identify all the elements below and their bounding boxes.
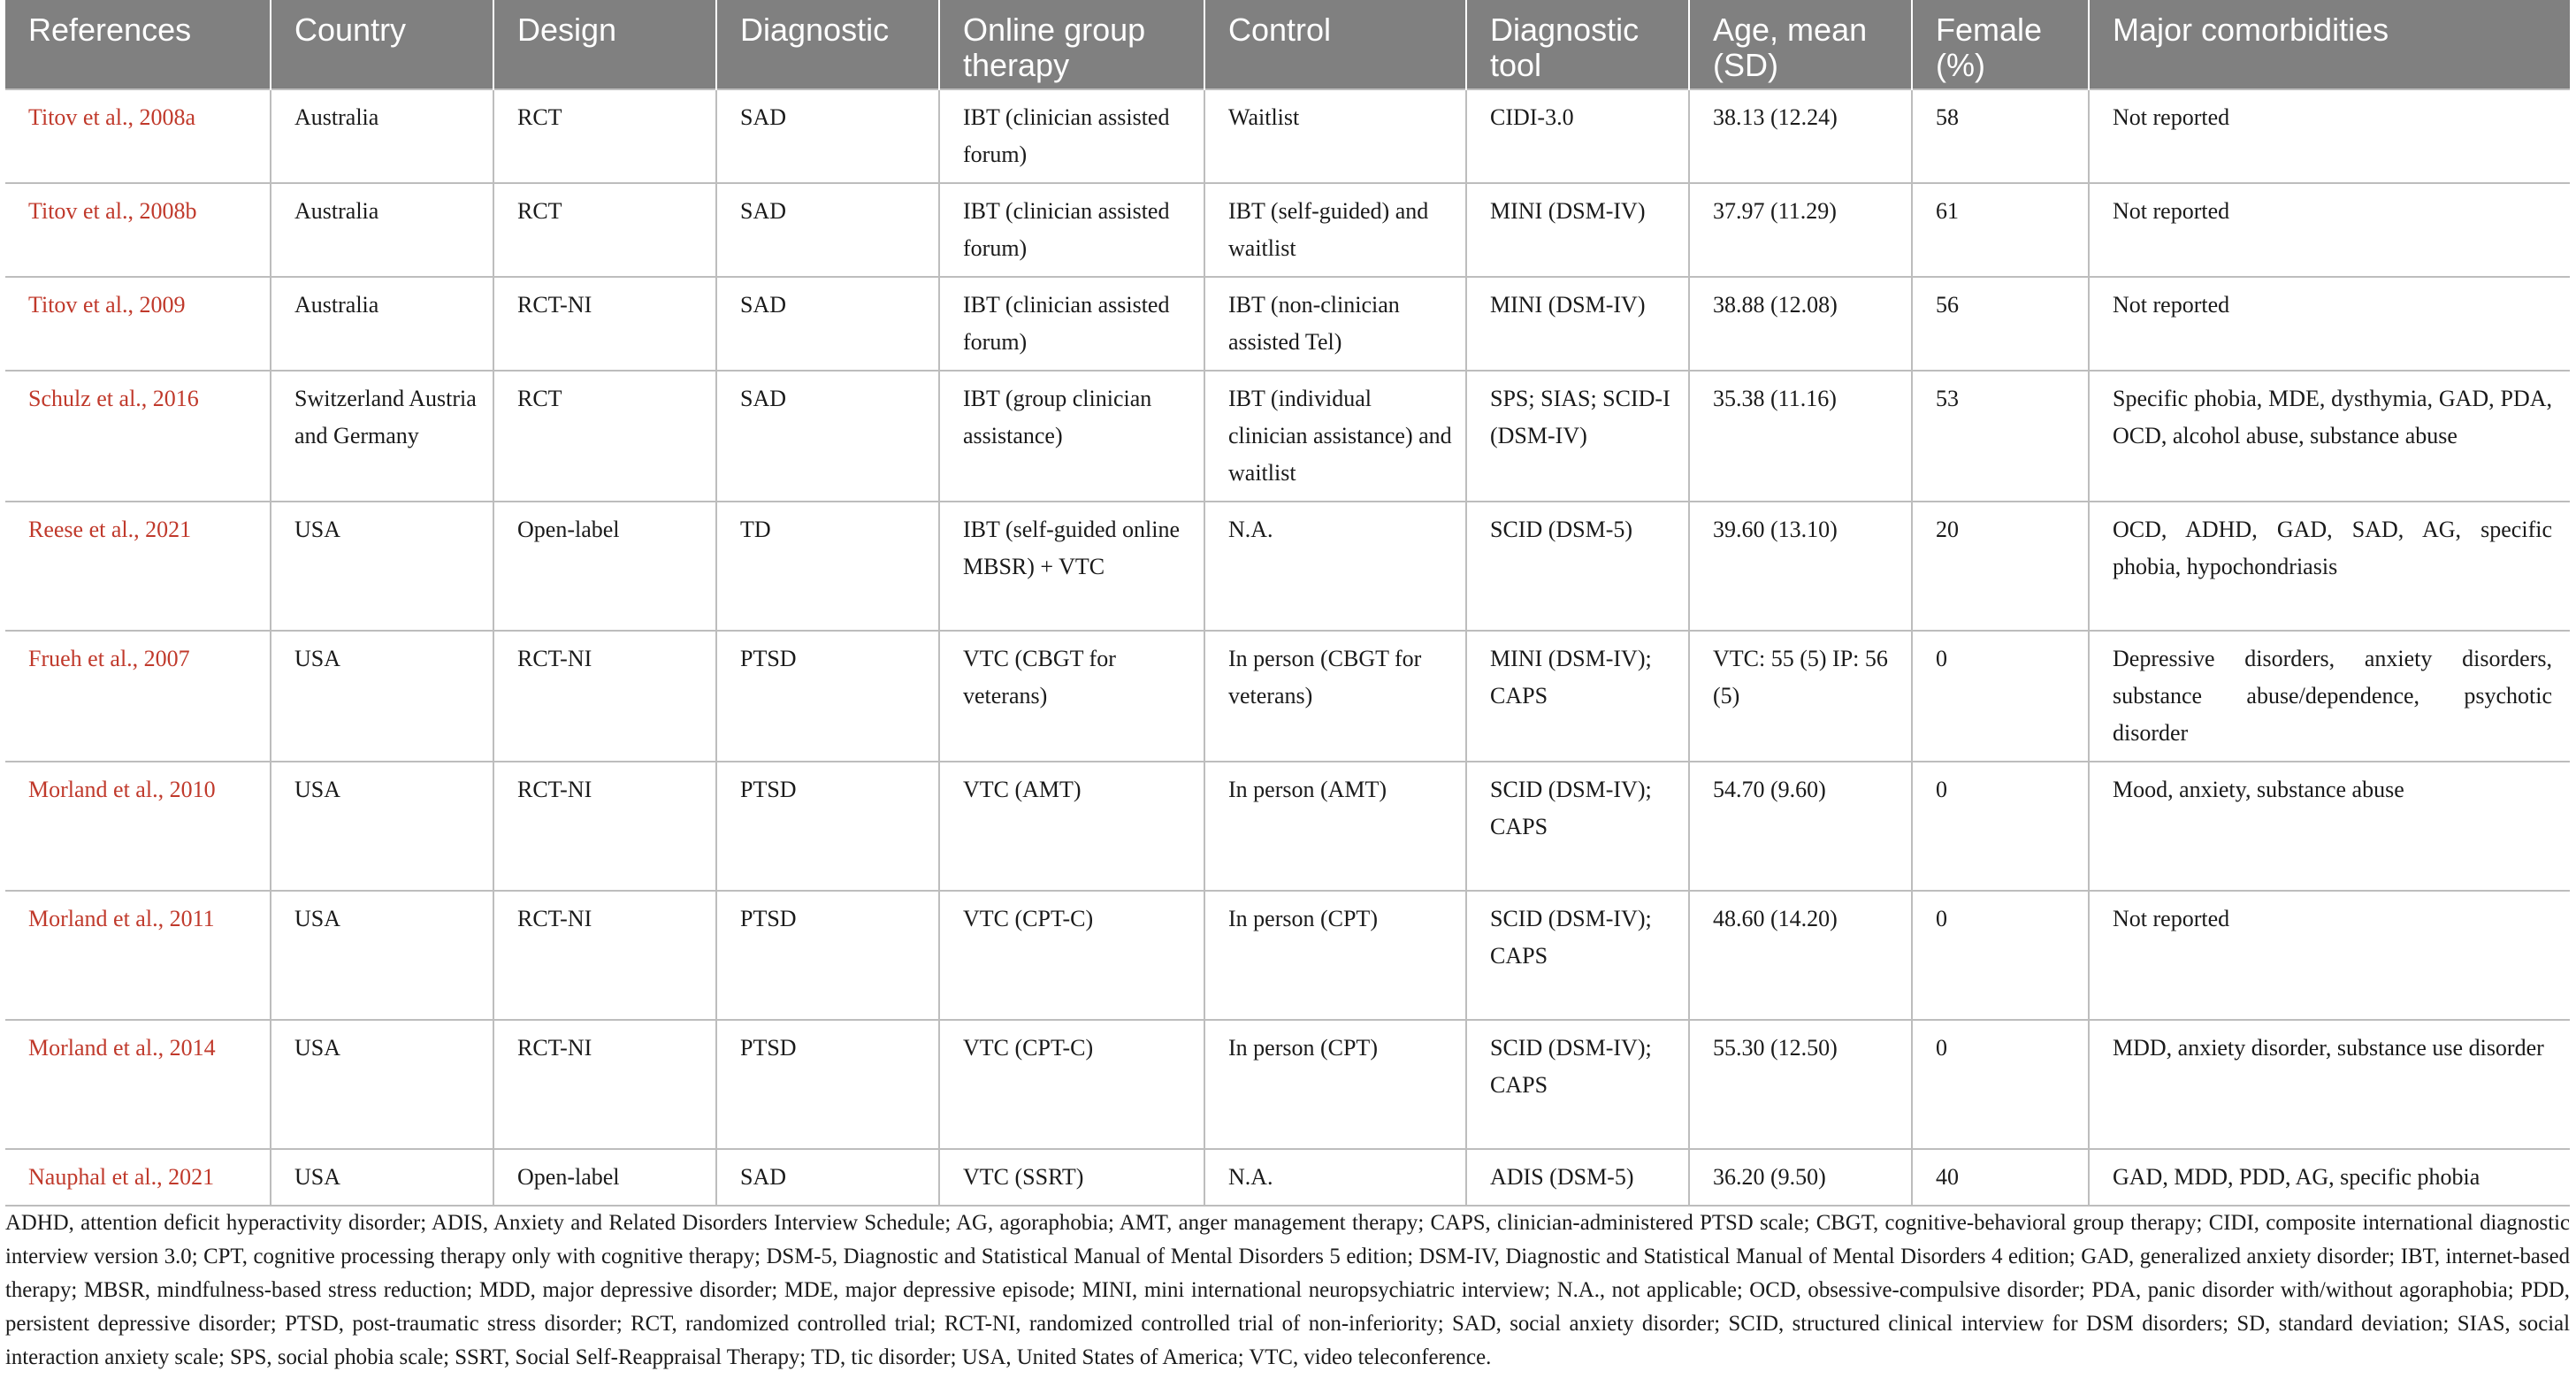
female-cell: 20 xyxy=(1912,502,2089,631)
female-cell: 40 xyxy=(1912,1149,2089,1206)
age-cell: VTC: 55 (5) IP: 56 (5) xyxy=(1689,631,1912,762)
studies-table xyxy=(5,0,2570,1207)
diagnostic-tool-cell: SPS; SIAS; SCID-I (DSM-IV) xyxy=(1466,371,1689,502)
diagnostic-tool-cell: ADIS (DSM-5) xyxy=(1466,1149,1689,1206)
table-row xyxy=(5,1149,2570,1206)
country-cell: Australia xyxy=(271,183,493,277)
age-cell: 55.30 (12.50) xyxy=(1689,1020,1912,1149)
diagnostic-cell: TD xyxy=(716,502,939,631)
therapy-cell: VTC (CPT-C) xyxy=(939,891,1204,1020)
header-female-percent: Female (%) xyxy=(1912,0,2089,89)
control-cell: In person (AMT) xyxy=(1204,762,1466,891)
design-cell: RCT xyxy=(493,371,716,502)
control-cell: IBT (individual clinician assistance) and waitlist xyxy=(1204,371,1466,502)
age-cell: 36.20 (9.50) xyxy=(1689,1149,1912,1206)
design-cell: RCT-NI xyxy=(493,762,716,891)
age-cell: 48.60 (14.20) xyxy=(1689,891,1912,1020)
reference-link[interactable]: Morland et al., 2011 xyxy=(5,891,271,1020)
diagnostic-cell: PTSD xyxy=(716,762,939,891)
header-diagnostic: Diagnostic xyxy=(716,0,939,89)
header-control: Control xyxy=(1204,0,1466,89)
therapy-cell: IBT (clinician assisted forum) xyxy=(939,183,1204,277)
diagnostic-cell: SAD xyxy=(716,371,939,502)
country-cell: Australia xyxy=(271,89,493,183)
female-cell: 56 xyxy=(1912,277,2089,371)
control-cell: IBT (non-clinician assisted Tel) xyxy=(1204,277,1466,371)
reference-link[interactable]: Nauphal et al., 2021 xyxy=(5,1149,271,1206)
age-cell: 38.13 (12.24) xyxy=(1689,89,1912,183)
diagnostic-tool-cell: MINI (DSM-IV) xyxy=(1466,277,1689,371)
reference-link[interactable]: Frueh et al., 2007 xyxy=(5,631,271,762)
country-cell: Australia xyxy=(271,277,493,371)
control-cell: N.A. xyxy=(1204,502,1466,631)
comorbidities-cell: Specific phobia, MDE, dysthymia, GAD, PDA, OCD, alcohol abuse, substance abuse xyxy=(2089,371,2570,502)
reference-link[interactable]: Reese et al., 2021 xyxy=(5,502,271,631)
age-cell: 54.70 (9.60) xyxy=(1689,762,1912,891)
therapy-cell: VTC (SSRT) xyxy=(939,1149,1204,1206)
diagnostic-tool-cell: MINI (DSM-IV); CAPS xyxy=(1466,631,1689,762)
country-cell: USA xyxy=(271,1020,493,1149)
design-cell: RCT xyxy=(493,89,716,183)
control-cell: In person (CBGT for veterans) xyxy=(1204,631,1466,762)
header-diagnostic-tool: Diagnostic tool xyxy=(1466,0,1689,89)
reference-link[interactable]: Morland et al., 2014 xyxy=(5,1020,271,1149)
therapy-cell: IBT (clinician assisted forum) xyxy=(939,89,1204,183)
reference-link[interactable]: Morland et al., 2010 xyxy=(5,762,271,891)
header-country: Country xyxy=(271,0,493,89)
reference-link[interactable]: Titov et al., 2008b xyxy=(5,183,271,277)
header-online-group-therapy: Online group therapy xyxy=(939,0,1204,89)
therapy-cell: IBT (self-guided online MBSR) + VTC xyxy=(939,502,1204,631)
control-cell: In person (CPT) xyxy=(1204,1020,1466,1149)
table-header-row xyxy=(5,0,2570,89)
design-cell: RCT-NI xyxy=(493,1020,716,1149)
comorbidities-cell: Depressive disorders, anxiety disorders, substance abuse/dependence, psychotic disorder xyxy=(2089,631,2570,762)
diagnostic-cell: SAD xyxy=(716,1149,939,1206)
female-cell: 61 xyxy=(1912,183,2089,277)
design-cell: RCT-NI xyxy=(493,891,716,1020)
diagnostic-tool-cell: CIDI-3.0 xyxy=(1466,89,1689,183)
age-cell: 38.88 (12.08) xyxy=(1689,277,1912,371)
diagnostic-tool-cell: MINI (DSM-IV) xyxy=(1466,183,1689,277)
table-footnote: ADHD, attention deficit hyperactivity disorder; ADIS, Anxiety and Related Disorders Interview Schedule; AG, agoraphobia; AMT, anger management therapy; CAPS, clinician-administered PTSD scale; CBGT, cognitive-behavioral group therapy; CIDI, composite international diagnostic interview version 3.0; CPT, cognitive processing therapy only with cognitive therapy; DSM-5, Diagnostic and Statistical Manual of Mental Disorders 5 edition; DSM-IV, Diagnostic and Statistical Manual of Mental Disorders 4 edition; GAD, generalized anxiety disorder; IBT, internet-based therapy; MBSR, mindfulness-based stress reduction; MDD, major depressive disorder; MDE, major depressive episode; MINI, mini international neuropsychiatric interview; N.A., not applicable; OCD, obsessive-compulsive disorder; PDA, panic disorder with/without agoraphobia; PDD, persistent depressive disorder; PTSD, post-traumatic stress disorder; RCT, randomized controlled trial; RCT-NI, randomized controlled trial of non-inferiority; SAD, social anxiety disorder; SCID, structured clinical interview for DSM disorders; SD, standard deviation; SIAS, social interaction anxiety scale; SPS, social phobia scale; SSRT, Social Self-Reappraisal Therapy; TD, tic disorder; USA, United States of America; VTC, video teleconference. xyxy=(5,1211,2570,1369)
country-cell: USA xyxy=(271,1149,493,1206)
table-row xyxy=(5,89,2570,183)
reference-link[interactable]: Titov et al., 2009 xyxy=(5,277,271,371)
table-row xyxy=(5,371,2570,502)
country-cell: USA xyxy=(271,891,493,1020)
female-cell: 0 xyxy=(1912,762,2089,891)
design-cell: RCT-NI xyxy=(493,277,716,371)
diagnostic-cell: PTSD xyxy=(716,631,939,762)
reference-link[interactable]: Titov et al., 2008a xyxy=(5,89,271,183)
design-cell: RCT xyxy=(493,183,716,277)
therapy-cell: IBT (clinician assisted forum) xyxy=(939,277,1204,371)
table-row xyxy=(5,183,2570,277)
control-cell: In person (CPT) xyxy=(1204,891,1466,1020)
country-cell: Switzerland Austria and Germany xyxy=(271,371,493,502)
diagnostic-cell: SAD xyxy=(716,183,939,277)
comorbidities-cell: MDD, anxiety disorder, substance use disorder xyxy=(2089,1020,2570,1149)
studies-table-container xyxy=(5,0,2570,1207)
design-cell: RCT-NI xyxy=(493,631,716,762)
country-cell: USA xyxy=(271,762,493,891)
table-row xyxy=(5,631,2570,762)
diagnostic-cell: SAD xyxy=(716,89,939,183)
diagnostic-cell: SAD xyxy=(716,277,939,371)
design-cell: Open-label xyxy=(493,502,716,631)
age-cell: 35.38 (11.16) xyxy=(1689,371,1912,502)
table-row xyxy=(5,1020,2570,1149)
female-cell: 0 xyxy=(1912,891,2089,1020)
comorbidities-cell: Not reported xyxy=(2089,89,2570,183)
control-cell: N.A. xyxy=(1204,1149,1466,1206)
comorbidities-cell: GAD, MDD, PDD, AG, specific phobia xyxy=(2089,1149,2570,1206)
comorbidities-cell: OCD, ADHD, GAD, SAD, AG, specific phobia, hypochondriasis xyxy=(2089,502,2570,631)
diagnostic-tool-cell: SCID (DSM-IV); CAPS xyxy=(1466,891,1689,1020)
table-row xyxy=(5,277,2570,371)
age-cell: 39.60 (13.10) xyxy=(1689,502,1912,631)
comorbidities-cell: Not reported xyxy=(2089,183,2570,277)
female-cell: 0 xyxy=(1912,1020,2089,1149)
comorbidities-cell: Not reported xyxy=(2089,277,2570,371)
table-row xyxy=(5,502,2570,631)
comorbidities-cell: Not reported xyxy=(2089,891,2570,1020)
table-row xyxy=(5,762,2570,891)
diagnostic-tool-cell: SCID (DSM-5) xyxy=(1466,502,1689,631)
diagnostic-cell: PTSD xyxy=(716,891,939,1020)
therapy-cell: VTC (CBGT for veterans) xyxy=(939,631,1204,762)
diagnostic-tool-cell: SCID (DSM-IV); CAPS xyxy=(1466,762,1689,891)
therapy-cell: IBT (group clinician assistance) xyxy=(939,371,1204,502)
reference-link[interactable]: Schulz et al., 2016 xyxy=(5,371,271,502)
control-cell: Waitlist xyxy=(1204,89,1466,183)
country-cell: USA xyxy=(271,502,493,631)
country-cell: USA xyxy=(271,631,493,762)
table-row xyxy=(5,891,2570,1020)
design-cell: Open-label xyxy=(493,1149,716,1206)
comorbidities-cell: Mood, anxiety, substance abuse xyxy=(2089,762,2570,891)
header-major-comorbidities: Major comorbidities xyxy=(2089,0,2570,89)
therapy-cell: VTC (AMT) xyxy=(939,762,1204,891)
therapy-cell: VTC (CPT-C) xyxy=(939,1020,1204,1149)
control-cell: IBT (self-guided) and waitlist xyxy=(1204,183,1466,277)
diagnostic-cell: PTSD xyxy=(716,1020,939,1149)
header-references: References xyxy=(5,0,271,89)
female-cell: 53 xyxy=(1912,371,2089,502)
age-cell: 37.97 (11.29) xyxy=(1689,183,1912,277)
header-design: Design xyxy=(493,0,716,89)
header-age-mean-sd: Age, mean (SD) xyxy=(1689,0,1912,89)
female-cell: 0 xyxy=(1912,631,2089,762)
female-cell: 58 xyxy=(1912,89,2089,183)
diagnostic-tool-cell: SCID (DSM-IV); CAPS xyxy=(1466,1020,1689,1149)
